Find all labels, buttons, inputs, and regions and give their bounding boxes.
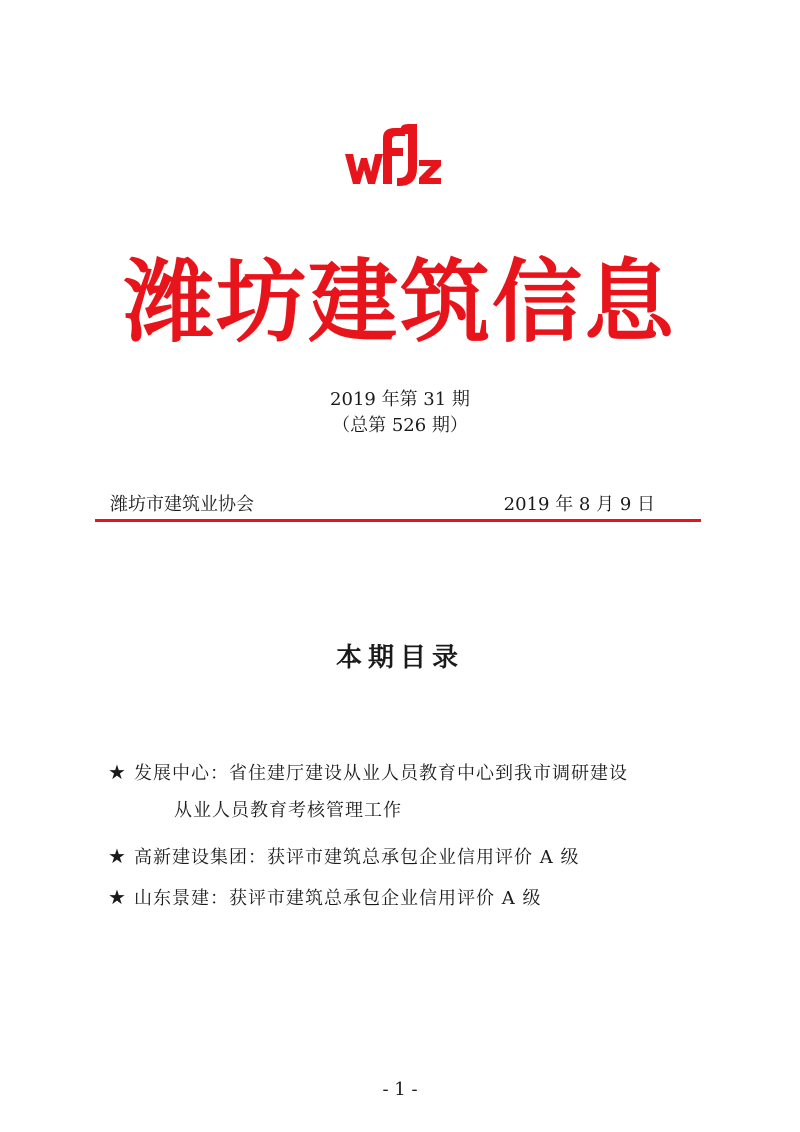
toc-item bbox=[108, 884, 541, 912]
publisher-name: 潍坊市建筑业协会 bbox=[110, 494, 254, 515]
toc-item-text: 发展中心：省住建厅建设从业人员教育中心到我市调研建设 bbox=[134, 763, 628, 784]
star-icon: ★ bbox=[108, 844, 127, 868]
toc-item-continuation: 从业人员教育考核管理工作 bbox=[174, 800, 402, 821]
issue-total-number: （总第 526 期） bbox=[332, 415, 468, 436]
toc-item-text: 山东景建：获评市建筑总承包企业信用评价 A 级 bbox=[134, 888, 542, 909]
issue-number: 2019 年第 31 期 bbox=[330, 389, 470, 410]
star-icon: ★ bbox=[108, 885, 127, 909]
publication-date: 2019 年 8 月 9 日 bbox=[503, 494, 655, 515]
wfjz-logo bbox=[343, 124, 443, 188]
header-divider bbox=[95, 519, 701, 522]
toc-item-text: 高新建设集团：获评市建筑总承包企业信用评价 A 级 bbox=[134, 847, 580, 868]
toc-title: 本期目录 bbox=[335, 643, 464, 673]
masthead-title: 潍坊建筑信息 bbox=[124, 250, 676, 355]
page-number: - 1 - bbox=[382, 1079, 418, 1100]
toc-item bbox=[108, 843, 579, 871]
toc-item bbox=[108, 759, 628, 787]
star-icon: ★ bbox=[108, 760, 127, 784]
